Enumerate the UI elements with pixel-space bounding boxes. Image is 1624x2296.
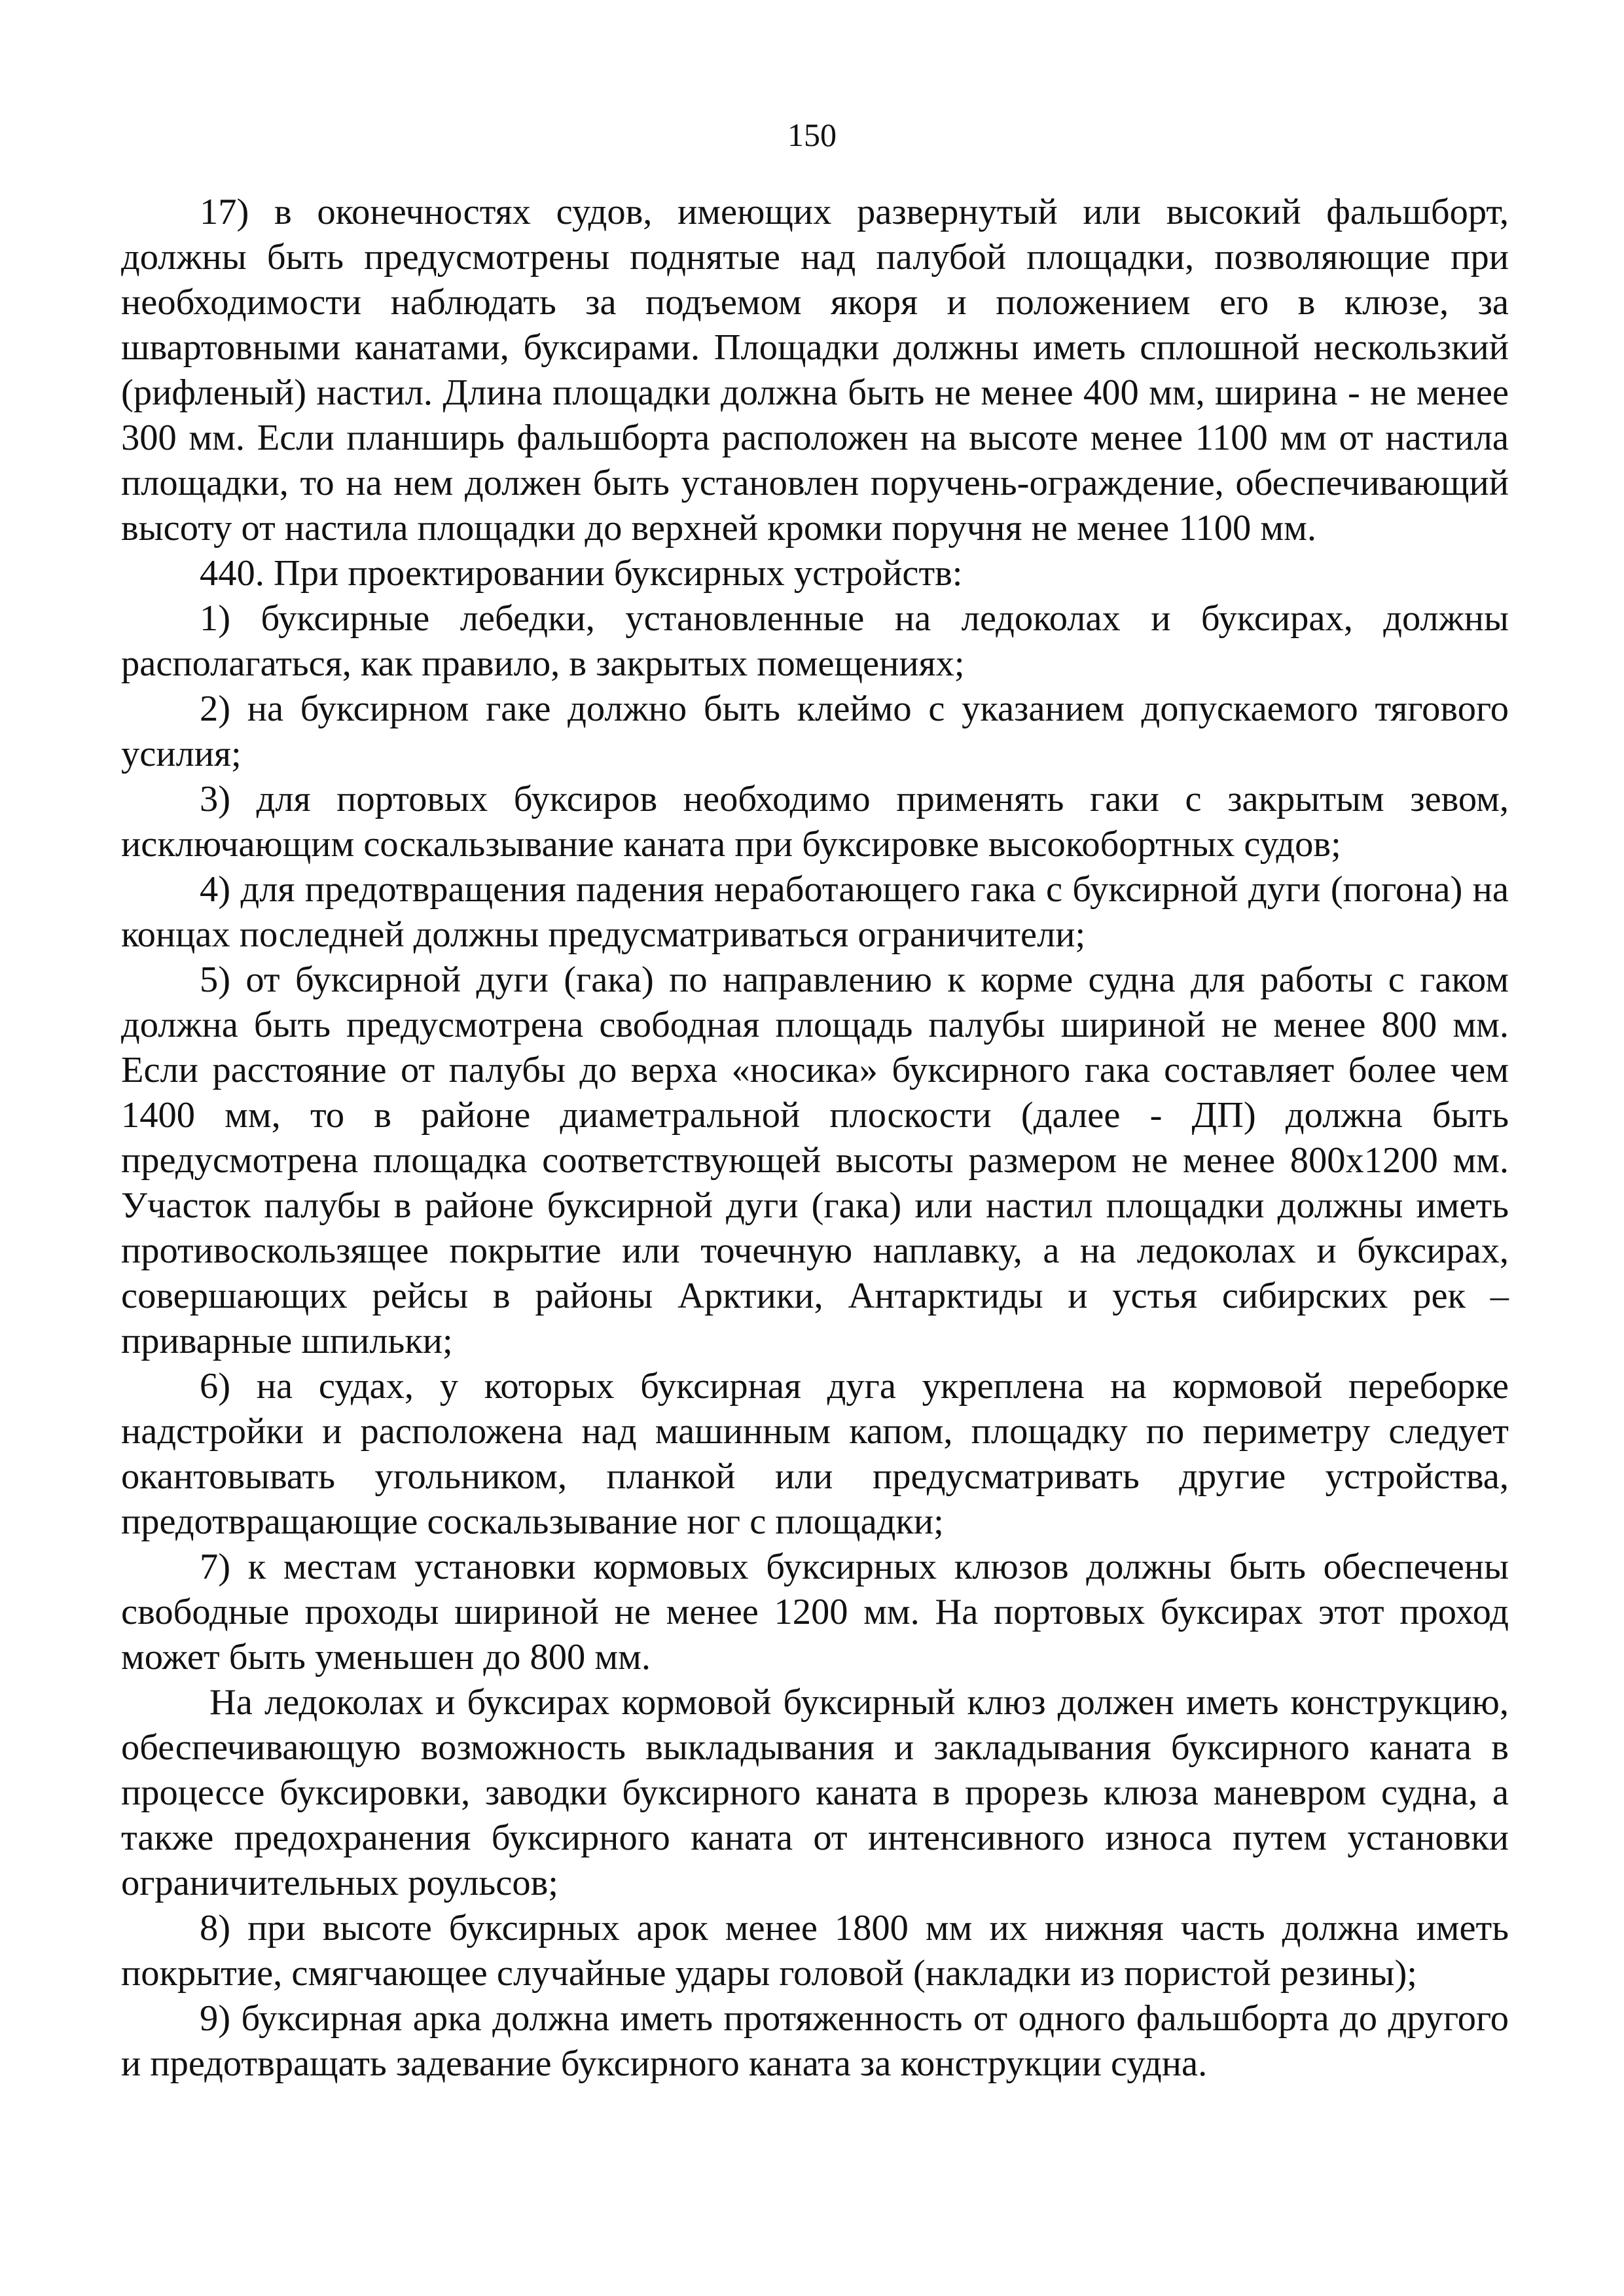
paragraph-item-3: 3) для портовых буксиров необходимо применять гаки с закрытым зевом, исключающим соскальзывание каната при буксировке высокобортных судов; — [121, 779, 1509, 865]
paragraph-item-17: 17) в оконечностях судов, имеющих развернутый или высокий фальшборт, должны быть предусмотрены поднятые над палубой площадки, позволяющие при необходимости наблюдать за подъемом якоря и положением его в клюзе, за швартовными канатами, буксирами. Площадки должны иметь сплошной нескользкий (рифленый) настил. Длина площадки должна быть не менее 400 мм, ширина - не менее 300 мм. Если планширь фальшборта расположен на высоте менее 1100 мм от настила площадки, то на нем должен быть установлен поручень-ограждение, обеспечивающий высоту от настила площадки до верхней кромки поручня не менее 1100 мм. — [121, 192, 1509, 548]
paragraph-item-5: 5) от буксирной дуги (гака) по направлению к корме судна для работы с гаком должна быть предусмотрена свободная площадь палубы шириной не менее 800 мм. Если расстояние от палубы до верха «носика» буксирного гака составляет более чем 1400 мм, то в районе диаметральной плоскости (далее - ДП) должна быть предусмотрена площадка соответствующей высоты размером не менее 800x1200 мм. Участок палубы в районе буксирной дуги (гака) или настил площадки должны иметь противоскользящее покрытие или точечную наплавку, а на ледоколах и буксирах, совершающих рейсы в районы Арктики, Антарктиды и устья сибирских рек – приварные шпильки; — [121, 960, 1509, 1361]
paragraph-item-1: 1) буксирные лебедки, установленные на ледоколах и буксирах, должны располагаться, как правило, в закрытых помещениях; — [121, 598, 1509, 684]
page-number: 150 — [787, 117, 837, 153]
paragraph-icebreaker-fairlead: На ледоколах и буксирах кормовой буксирный клюз должен иметь конструкцию, обеспечивающую возможность выкладывания и закладывания буксирного каната в процессе буксировки, заводки буксирного каната в прорезь клюза маневром судна, а также предохранения буксирного каната от интенсивного износа путем установки ограничительных роульсов; — [121, 1682, 1509, 1903]
paragraph-item-9: 9) буксирная арка должна иметь протяженность от одного фальшборта до другого и предотвращать задевание буксирного каната за конструкции судна. — [121, 1998, 1509, 2084]
document-body — [121, 190, 1509, 2087]
paragraph-item-7: 7) к местам установки кормовых буксирных клюзов должны быть обеспечены свободные проходы шириной не менее 1200 мм. На портовых буксирах этот проход может быть уменьшен до 800 мм. — [121, 1547, 1509, 1677]
paragraph-item-2: 2) на буксирном гаке должно быть клеймо с указанием допускаемого тягового усилия; — [121, 689, 1509, 774]
paragraph-item-6: 6) на судах, у которых буксирная дуга укреплена на кормовой переборке надстройки и расположена над машинным капом, площадку по периметру следует окантовывать угольником, планкой или предусматривать другие устройства, предотвращающие соскальзывание ног с площадки; — [121, 1366, 1509, 1542]
paragraph-item-8: 8) при высоте буксирных арок менее 1800 мм их нижняя часть должна иметь покрытие, смягчающее случайные удары головой (накладки из пористой резины); — [121, 1908, 1509, 1994]
paragraph-section-440: 440. При проектировании буксирных устройств: — [200, 553, 963, 594]
paragraph-item-4: 4) для предотвращения падения неработающего гака с буксирной дуги (погона) на концах последней должны предусматриваться ограничители; — [121, 869, 1509, 955]
